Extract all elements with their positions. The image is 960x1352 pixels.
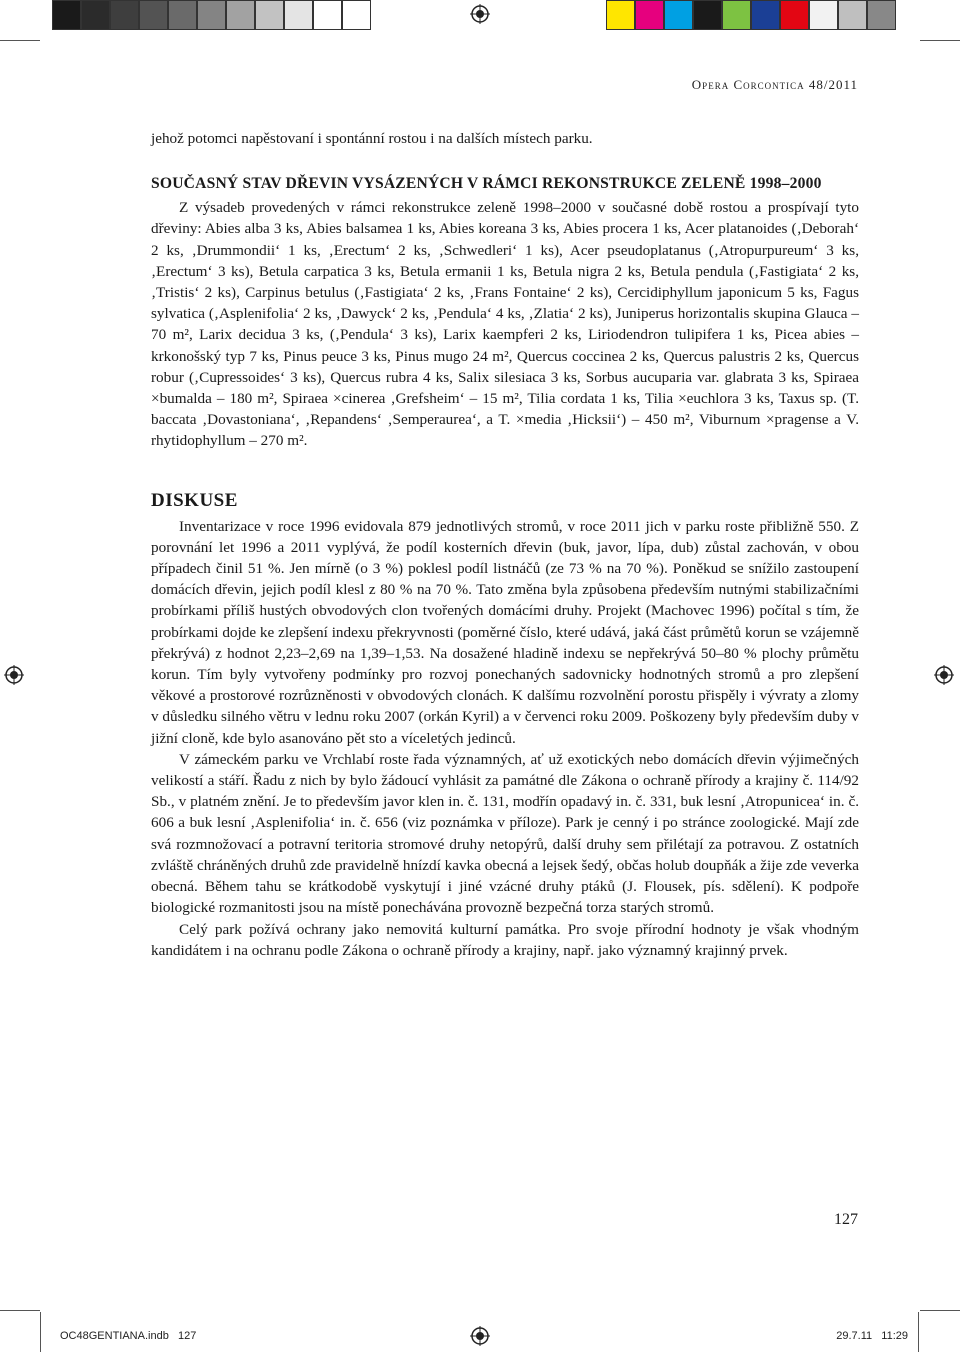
grayscale-color-bar (52, 0, 371, 30)
cmyk-color-bar (606, 0, 896, 30)
color-swatch (255, 0, 284, 30)
registration-mark-icon (4, 665, 24, 685)
crop-mark (920, 40, 960, 41)
footer-file-info: OC48GENTIANA.indb 127 (60, 1330, 197, 1342)
color-swatch (838, 0, 867, 30)
footer-timestamp: 29.7.11 11:29 (836, 1330, 908, 1342)
color-swatch (197, 0, 226, 30)
color-swatch (342, 0, 371, 30)
running-head: Opera Corcontica 48/2011 (691, 77, 858, 92)
color-swatch (780, 0, 809, 30)
discussion-paragraph: Celý park požívá ochrany jako nemovitá kulturní památka. Pro svoje přírodní hodnoty je však vhodným kandidátem i na ochranu podle Zákona o ochraně přírody a krajiny, např. jako významný krajinný prvek. (151, 920, 859, 959)
color-swatch (635, 0, 664, 30)
page-body (151, 128, 859, 961)
species-list-paragraph: Z výsadeb provedených v rámci rekonstrukce zeleně 1998–2000 v současné době rostou a prospívají tyto dřeviny: Abies alba 3 ks, Abies balsamea 1 ks, Abies koreana 3 ks, Abies procera 1 ks, Acer platanoides (‚Deborah‘ 2 ks, ‚Drummondii‘ 1 ks, ‚Erectum‘ 2 ks, ‚Schwedleri‘ 1 ks), Acer pseudoplatanus (‚Atropurpureum‘ 3 ks, ‚Erectum‘ 3 ks), Betula carpatica 3 ks, Betula ermanii 1 ks, Betula nigra 2 ks, Betula pendula (‚Fastigiata‘ 2 ks, ‚Tristis‘ 2 ks), Carpinus betulus (‚Fastigiata‘ 2 ks, ‚Frans Fontaine‘ 2 ks), Cercidiphyllum japonicum 5 ks, Fagus sylvatica (‚Asplenifolia‘ 2 ks, ‚Dawyck‘ 2 ks, ‚Pendula‘ 4 ks, ‚Zlatia‘ 2 ks), Juniperus horizontalis skupina Glauca – 70 m², Larix decidua 3 ks, (‚Pendula‘ 3 ks), Larix kaempferi 2 ks, Liriodendron tulipifera 1 ks, Picea abies – krkonošský typ 7 ks, Pinus peuce 3 ks, Pinus mugo 24 m², Quercus coccinea 2 ks, Quercus palustris 2 ks, Quercus robur (‚Cupressoides‘ 3 ks), Quercus rubra 4 ks, Salix silesiaca 3 ks, Sorbus aucuparia var. glabrata 3 ks, Spiraea ×bumalda – 180 m², Spiraea ×cinerea ‚Grefsheim‘ – 15 m², Tilia cordata 1 ks, Tilia ×euchlora 3 ks, Taxus sp. (T. baccata ‚Dovastoniana‘, ‚Repandens‘ ‚Semperaurea‘, a T. ×media ‚Hicksii‘) – 450 m², Viburnum ×pragense a V. rhytidophyllum – 270 m². (151, 199, 859, 450)
color-swatch (751, 0, 780, 30)
color-swatch (139, 0, 168, 30)
crop-mark (920, 1310, 960, 1311)
registration-mark-icon (470, 4, 490, 24)
color-swatch (81, 0, 110, 30)
discussion-paragraph: V zámeckém parku ve Vrchlabí roste řada významných, ať už exotických nebo domácích dřevin výjimečných velikostí a stáří. Řadu z nich by bylo žádoucí vyhlásit za památné dle Zákona o ochraně přírody a krajiny č. 114/92 Sb., v platném znění. Je to především javor klen in. č. 131, modřín opadavý in. č. 331, buk lesní ‚Atropunicea‘ in. č. 606 a buk lesní ‚Asplenifolia‘ in. č. 656 (viz poznámka v příloze). Park je cenný i po stránce zoologické. Mají zde svá rozmnožovací a potravní teritoria stromové druhy netopýrů, další druhy sem přilétají za potravou. Z ostatních zvláště chráněných druhů zde pravidelně hnízdí kavka obecná a lejsek šedý, občas holub doupňák a žije zde veverka obecná. Během tahu se krátkodobě vyskytují i jiné vzácné druhy ptáků (J. Flousek, pís. sdělení). K podpoře biologické rozmanitosti jsou na místě ponechávána provozně bezpečná torza starých stromů. (151, 750, 859, 917)
color-swatch (693, 0, 722, 30)
section-heading: SOUČASNÝ STAV DŘEVIN VYSÁZENÝCH V RÁMCI REKONSTRUKCE ZELENĚ 1998–2000 (151, 175, 822, 193)
color-swatch (722, 0, 751, 30)
registration-mark-icon (934, 665, 954, 685)
crop-mark (918, 1312, 919, 1352)
color-swatch (867, 0, 896, 30)
color-swatch (606, 0, 635, 30)
discussion-heading: DISKUSE (151, 489, 238, 511)
color-swatch (52, 0, 81, 30)
color-swatch (226, 0, 255, 30)
crop-mark (0, 40, 40, 41)
color-swatch (313, 0, 342, 30)
page-number: 127 (834, 1211, 858, 1228)
color-swatch (110, 0, 139, 30)
registration-mark-icon (470, 1326, 490, 1346)
crop-mark (0, 1310, 40, 1311)
discussion-paragraph: Inventarizace v roce 1996 evidovala 879 jednotlivých stromů, v roce 2011 jich v parku roste přibližně 550. Z porovnání let 1996 a 2011 vyplývá, že podíl kosterních dřevin (buk, javor, lípa, dub) zůstal zachován, v obou případech činil 51 %. Jen mírně (o 3 %) poklesl podíl listnáčů (ze 73 % na 70 %). Poněkud se snížilo zastoupení domácích dřevin, jejich podíl klesl z 80 % na 70 %. Tato změna byla způsobena především nutnými stabilizačními probírkami příliš hustých obvodových clon tvořených domácími druhy. Projekt (Machovec 1996) počítal s tím, že probírkami dojde ke zlepšení indexu překryvnosti (poměrné číslo, které udává, jaká část průmětů korun se vzájemně překrývá) z hodnot 2,23–2,69 na 1,39–1,53. Na dosažené hladině indexu se nepřekrývá 50–80 % plochy průmětu korun. Tím byly vytvořeny podmínky pro rozvoj ponechaných sadovnicky hodnotných stromů a pro zlepšení věkové a prostorové rozrůzněnosti v obvodových clonách. K dalšímu rozvolnění porostu přispěly i vývraty a zlomy v důsledku silného větru v lednu roku 2007 (orkán Kyril) a v červenci roku 2009. Poškozeny byly především duby v jižní cloně, kde bylo asanováno pět sto a víceletých jedinců. (151, 517, 859, 747)
color-swatch (284, 0, 313, 30)
color-swatch (809, 0, 838, 30)
crop-mark (40, 1312, 41, 1352)
intro-line: jehož potomci napěstovaní i spontánní rostou i na dalších místech parku. (151, 130, 593, 147)
color-swatch (664, 0, 693, 30)
color-swatch (168, 0, 197, 30)
